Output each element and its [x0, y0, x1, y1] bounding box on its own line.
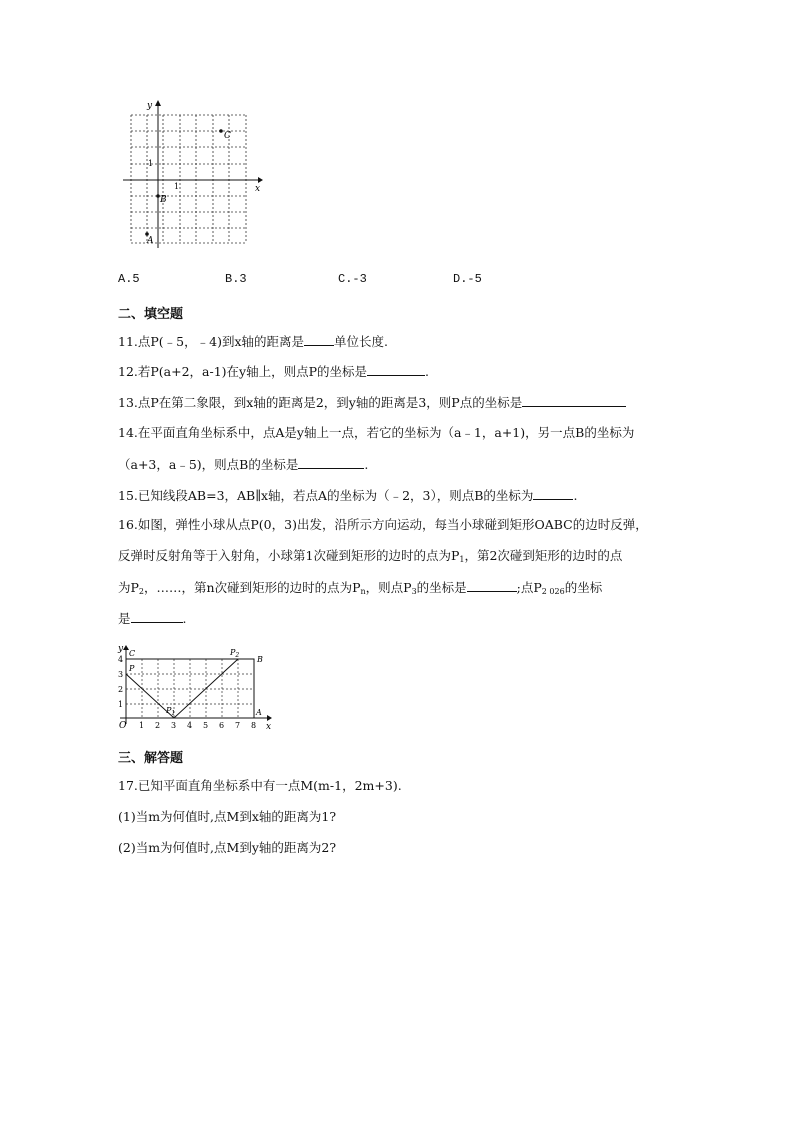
- option-a: A.5: [118, 272, 140, 286]
- q16-sub-2: 2: [138, 587, 145, 596]
- q13-blank: [522, 394, 626, 407]
- q11-blank: [304, 333, 334, 346]
- q14-text: （a+3，a﹣5)，则点B的坐标是: [118, 457, 299, 472]
- option-b: B.3: [225, 272, 247, 286]
- x-tick-6: 6: [219, 721, 225, 730]
- y-tick-3: 3: [118, 670, 124, 679]
- q16-line3-a: 为P: [118, 580, 139, 595]
- label-p: P: [129, 664, 135, 673]
- q16-sub-3: 3: [411, 587, 417, 596]
- y-axis-label: y: [147, 101, 153, 111]
- dashed-grid: [126, 659, 254, 718]
- point-a-label: A: [147, 236, 154, 246]
- q12-text: 12.若P(a+2，a-1)在y轴上，则点P的坐标是: [118, 364, 368, 379]
- q12-blank: [367, 363, 425, 376]
- question-11: [118, 333, 388, 350]
- question-14-line-2: [118, 456, 368, 473]
- q16-line3-f: 的坐标: [564, 580, 603, 595]
- x-axis-arrow: [258, 177, 263, 183]
- q16-line3-b: ，……，第n次碰到矩形的边时的点为P: [144, 580, 361, 595]
- label-p1: $P_1$: [166, 706, 176, 717]
- question-15: [118, 487, 577, 504]
- q16-line3-c: ，则点P: [365, 580, 412, 595]
- x-tick-2: 2: [155, 721, 161, 730]
- q14-blank: [298, 456, 364, 469]
- q11-text-end: 单位长度.: [334, 334, 388, 349]
- section-2-title: 二、填空题: [118, 307, 184, 322]
- q11-text: 11.点P(﹣5，﹣4)到x轴的距离是: [118, 334, 304, 349]
- q12-text-end: .: [425, 364, 430, 379]
- y-tick-1: 1: [118, 700, 124, 709]
- question-16-line-1: 16.如图，弹性小球从点P(0，3)出发，沿所示方向运动，每当小球碰到矩形OABC的边时反弹，: [118, 517, 648, 532]
- question-16-line-4: [118, 610, 187, 627]
- q16-line4-text-end: .: [182, 611, 187, 626]
- q15-text: 15.已知线段AB=3，AB∥x轴，若点A的坐标为（﹣2，3），则点B的坐标为: [118, 488, 534, 503]
- x-tick-3: 3: [171, 721, 177, 730]
- x-axis-label: x: [255, 184, 261, 194]
- point-c: [219, 129, 223, 133]
- question-17-part-1: (1)当m为何值时,点M到x轴的距离为1?: [118, 809, 337, 824]
- q15-blank: [533, 487, 573, 500]
- q16-blank-2: [131, 610, 183, 623]
- x-tick-5: 5: [203, 721, 209, 730]
- question-16-line-2: [118, 548, 622, 568]
- question-16-line-3: [118, 579, 602, 600]
- q16-line2-text-end: ，第2次碰到矩形的边时的点: [464, 548, 623, 563]
- label-b: B: [257, 655, 263, 664]
- q16-line3-e: ;点P: [516, 580, 542, 595]
- option-d: D.-5: [453, 272, 482, 286]
- question-17-part-2: (2)当m为何值时,点M到y轴的距离为2?: [118, 840, 337, 855]
- point-c-label: C: [224, 131, 231, 141]
- y-tick-2: 2: [118, 685, 124, 694]
- y-axis-label: y: [118, 644, 124, 654]
- q13-text: 13.点P在第二象限，到x轴的距离是2，到y轴的距离是3，则P点的坐标是: [118, 395, 523, 410]
- label-p2: $P_2$: [230, 648, 240, 659]
- question-17-stem: 17.已知平面直角坐标系中有一点M(m-1，2m+3).: [118, 778, 402, 793]
- label-c: C: [129, 649, 136, 658]
- bounce-rectangle-figure: [116, 642, 276, 732]
- q16-blank-1: [467, 579, 517, 592]
- y-axis-arrow: [155, 100, 161, 106]
- q16-line4-text: 是: [118, 611, 131, 626]
- x-tick-4: 4: [187, 721, 193, 730]
- section-3-title: 三、解答题: [118, 751, 184, 766]
- point-b-label: B: [160, 195, 167, 205]
- x-tick-8: 8: [251, 721, 257, 730]
- option-c: C.-3: [338, 272, 367, 286]
- ball-path: [126, 659, 238, 718]
- x-axis-arrow: [267, 715, 272, 721]
- x-tick-1: 1: [139, 721, 145, 730]
- x-tick-1: 1: [174, 182, 180, 191]
- q16-line3-d: 的坐标是: [416, 580, 467, 595]
- q16-sub-2026: 2 026: [541, 587, 565, 596]
- q16-sub-n: n: [360, 587, 366, 596]
- coordinate-grid-figure: [118, 98, 268, 250]
- y-tick-1: 1: [148, 159, 154, 168]
- q15-text-end: .: [573, 488, 578, 503]
- q16-sub-1: 1: [459, 555, 465, 564]
- q16-line2-text: 反弹时反射角等于入射角，小球第1次碰到矩形的边时的点为P: [118, 548, 460, 563]
- origin-label: O: [119, 721, 127, 731]
- y-tick-4: 4: [118, 655, 124, 664]
- x-axis-label: x: [266, 722, 272, 732]
- question-12: [118, 363, 429, 380]
- label-a: A: [256, 708, 262, 717]
- x-tick-7: 7: [235, 721, 241, 730]
- question-14-line-1: 14.在平面直角坐标系中，点A是y轴上一点，若它的坐标为（a﹣1，a+1)，另一点B的坐标为: [118, 425, 635, 440]
- q14-text-end: .: [364, 457, 369, 472]
- question-13: [118, 394, 626, 411]
